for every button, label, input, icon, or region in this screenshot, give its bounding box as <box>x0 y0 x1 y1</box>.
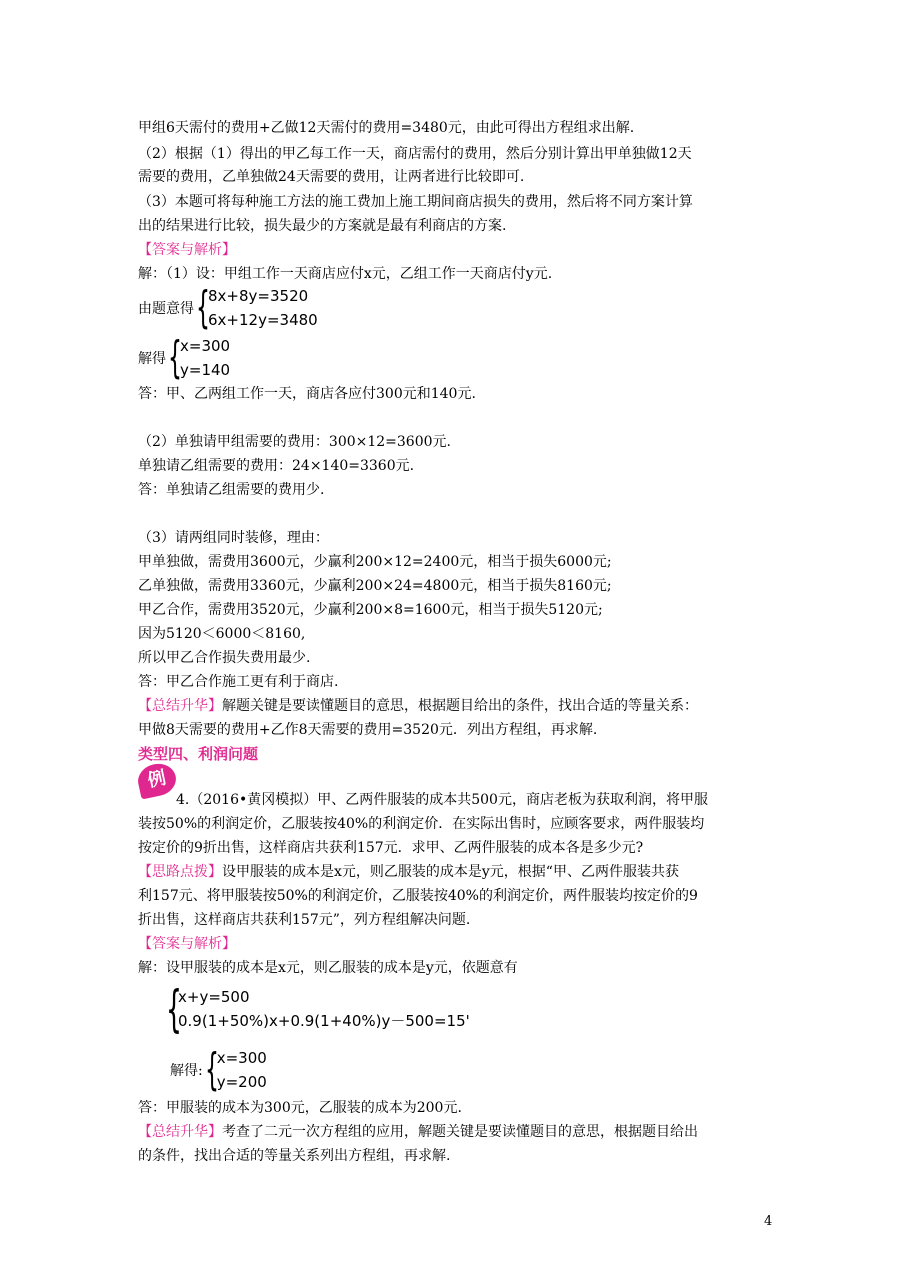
hint-text: 设甲服装的成本是x元，则乙服装的成本是y元，根据“甲、乙两件服装共获 <box>222 864 679 880</box>
hint-line <box>138 862 679 882</box>
text-line: 甲组6天需付的费用+乙做12天需付的费用=3480元，由此可得出方程组求出解. <box>138 120 635 136</box>
text-line: 甲做8天需要的费用+乙作8天需要的费用=3520元．列出方程组，再求解. <box>138 722 598 738</box>
equation-system-3 <box>166 980 470 1038</box>
text-line: （3）请两组同时装修，理由： <box>138 530 329 546</box>
text-line: 答：单独请乙组需要的费用少. <box>138 482 325 498</box>
example-badge-icon: 例 <box>135 760 179 799</box>
text-line: 答：甲、乙两组工作一天，商店各应付300元和140元. <box>138 386 476 402</box>
section-heading: 类型四、利润问题 <box>138 745 259 763</box>
text-line: 出的结果进行比较，损失最少的方案就是最有利商店的方案. <box>138 218 507 234</box>
text-line: 利157元、将甲服装按50%的利润定价，乙服装按40%的利润定价，两件服装均按定价的9 <box>138 888 698 904</box>
summary-line <box>138 696 698 716</box>
equation: x=300 <box>180 337 231 355</box>
text-line: 甲单独做，需费用3600元，少赢利200×12=2400元，相当于损失6000元; <box>138 554 612 570</box>
text-line: 折出售，这样商店共获利157元”，列方程组解决问题. <box>138 912 471 928</box>
text-line: 所以甲乙合作损失费用最少. <box>138 650 311 666</box>
text-line: （2）根据（1）得出的甲乙每工作一天，商店需付的费用，然后分别计算出甲单独做12天 <box>138 146 692 162</box>
text-line: 解：设甲服装的成本是x元，则乙服装的成本是y元，依题意有 <box>138 960 518 976</box>
text-line: 答：甲乙合作施工更有利于商店. <box>138 674 339 690</box>
equation: x=300 <box>216 1049 267 1067</box>
system-label: 由题意得 <box>138 301 194 317</box>
summary-text: 考查了二元一次方程组的应用，解题关键是要读懂题目的意思，根据题目给出 <box>222 1124 698 1140</box>
text-line: 需要的费用，乙单独做24天需要的费用，让两者进行比较即可. <box>138 169 525 185</box>
summary-text: 解题关键是要读懂题目的意思，根据题目给出的条件，找出合适的等量关系： <box>222 698 698 714</box>
brace-icon: { <box>196 282 210 333</box>
equation: x+y=500 <box>178 988 250 1006</box>
text-line: （2）单独请甲组需要的费用：300×12=3600元. <box>138 434 451 450</box>
summary-tag: 【总结升华】 <box>138 698 222 714</box>
equation-system-4 <box>170 1046 267 1094</box>
system-label: 解得: <box>170 1063 203 1079</box>
brace-icon: { <box>168 332 182 383</box>
text-line: （3）本题可将每种施工方法的施工费加上施工期间商店损失的费用，然后将不同方案计算 <box>138 194 693 210</box>
answer-tag: 【答案与解析】 <box>138 242 236 258</box>
answer-tag: 【答案与解析】 <box>138 936 236 952</box>
text-line: 按定价的9折出售，这样商店共获利157元．求甲、乙两件服装的成本各是多少元? <box>138 840 644 856</box>
brace-icon: { <box>166 980 182 1038</box>
text-line: 的条件，找出合适的等量关系列出方程组，再求解. <box>138 1148 451 1164</box>
equation: y=140 <box>180 361 231 379</box>
text-line: 答：甲服装的成本为300元，乙服装的成本为200元. <box>138 1100 462 1116</box>
equation-system-2 <box>138 334 230 382</box>
hint-tag: 【思路点拨】 <box>138 864 222 880</box>
equation-system-1 <box>138 284 318 332</box>
equation: 0.9(1+50%)x+0.9(1+40%)y－500=15' <box>178 1012 470 1030</box>
equation: 8x+8y=3520 <box>208 287 309 305</box>
text-line: 甲乙合作，需费用3520元，少赢利200×8=1600元，相当于损失5120元; <box>138 602 603 618</box>
text-line: 单独请乙组需要的费用：24×140=3360元. <box>138 458 415 474</box>
text-line: 乙单独做，需费用3360元，少赢利200×24=4800元，相当于损失8160元; <box>138 578 612 594</box>
system-label: 解得 <box>138 351 166 367</box>
text-line: 4.（2016•黄冈模拟）甲、乙两件服装的成本共500元，商店老板为获取利润，将甲服 <box>176 792 708 808</box>
brace-icon: { <box>204 1044 219 1095</box>
text-line: 解：（1）设：甲组工作一天商店应付x元，乙组工作一天商店付y元. <box>138 266 553 282</box>
equation: 6x+12y=3480 <box>208 311 318 329</box>
text-line: 装按50%的利润定价，乙服装按40%的利润定价．在实际出售时，应顾客要求，两件服装均 <box>138 816 705 832</box>
text-line: 因为5120＜6000＜8160, <box>138 626 306 642</box>
page-number: 4 <box>764 1214 773 1229</box>
summary-tag: 【总结升华】 <box>138 1124 222 1140</box>
equation: y=200 <box>216 1073 267 1091</box>
summary-line <box>138 1122 698 1142</box>
